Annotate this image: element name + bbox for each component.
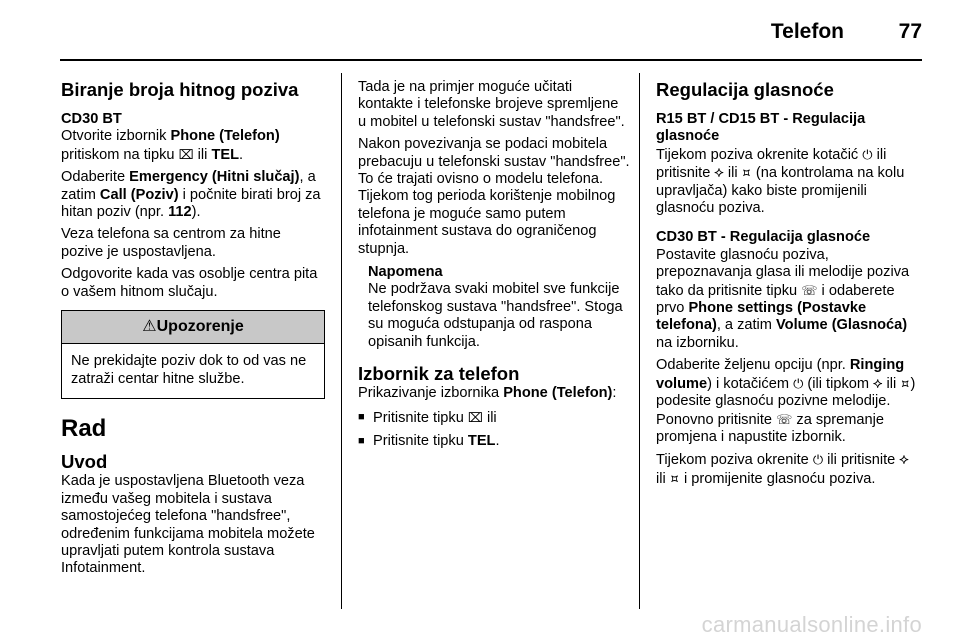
paragraph-transfer: Nakon povezivanja se podaci mobitela prebacuju u telefonski sustav "handsfree". To će trajati ovisno o modelu telefona. Tijekom tog perioda korištenje mobilnog telefona je moguće samo putem infotainment sustava do ograničenog stupnja.: [358, 136, 630, 257]
paragraph-connection: Veza telefona sa centrom za hitne pozive je uspostavljena.: [61, 226, 281, 260]
power-knob-icon: ⏻: [793, 375, 804, 391]
subheading-cd30bt-volume: CD30 BT - Regulacija glasnoće: [656, 229, 871, 246]
subheading-r15bt: R15 BT / CD15 BT - Regulacija glasnoće: [656, 111, 866, 145]
volume-down-icon: ⯏: [741, 165, 752, 181]
warning-box: [61, 310, 325, 399]
paragraph-contacts: Tada je na primjer moguće učitati kontakte i telefonske brojeve spremljene u mobitel u telefonski sustav "handsfree".: [358, 79, 625, 130]
paragraph-call-volume: Tijekom poziva okrenite ⏻ ili pritisnite ⯎ ili ⯏ i promijenite glasnoću poziva.: [656, 452, 909, 487]
volume-down-icon: ⯏: [669, 470, 680, 486]
note-block: [368, 264, 630, 351]
paragraph-uvod: Kada je uspostavljena Bluetooth veza između vašeg mobitela i sustava samostojećeg telefona "handsfree", određenim funkcijama mobitela možete upravljati putem kontrola sustava Infotainment.: [61, 473, 315, 577]
subheading-cd30bt: CD30 BT: [61, 111, 122, 127]
page-header: [60, 18, 922, 50]
page-number: 77: [898, 20, 922, 43]
phone-settings-icon: ☏: [776, 411, 793, 427]
volume-down-icon: ⯏: [900, 375, 911, 391]
paragraph-open-menu: Otvorite izbornik Phone (Telefon) pritiskom na tipku ⌧ ili TEL.: [61, 128, 280, 163]
warning-body: Ne prekidajte poziv dok to od vas ne zatraži centar hitne službe.: [71, 353, 307, 387]
header-divider: [60, 59, 922, 61]
volume-up-icon: ⯎: [714, 165, 724, 181]
paragraph-select-emergency: Odaberite Emergency (Hitni slučaj), a zatim Call (Poziv) i počnite birati broj za hitan poziv (npr. 112).: [61, 169, 321, 221]
list-item: ■ Pritisnite tipku ⌧ ili: [358, 409, 497, 426]
column-divider-2: [639, 73, 640, 609]
paragraph-r15-volume: Tijekom poziva okrenite kotačić ⏻ ili pritisnite ⯎ ili ⯏ (na kontrolama na kolu upravljača) kako biste promijenili glasnoću poziva.: [656, 146, 905, 217]
column-1: [61, 79, 325, 583]
bullet-icon: ■: [358, 434, 365, 447]
watermark: carmanualsonline.info: [701, 612, 922, 637]
note-title: Napomena: [368, 264, 443, 281]
bullet-icon: ■: [358, 410, 365, 423]
warning-header: [62, 311, 324, 344]
paragraph-menu-display: Prikazivanje izbornika Phone (Telefon):: [358, 385, 617, 402]
paragraph-cd30-volume: Postavite glasnoću poziva, prepoznavanja glasa ili melodije poziva tako da pritisnite tipku ☏ i odaberete prvo Phone settings (Postavke telefona), a zatim Volume (Glasnoća) na izborniku.: [656, 246, 910, 351]
column-divider-1: [341, 73, 342, 609]
subheading-uvod: Uvod: [61, 451, 108, 473]
column-3: [656, 79, 922, 493]
section-heading-rad: Rad: [61, 415, 107, 443]
section-heading-phone-menu: Izbornik za telefon: [358, 363, 520, 385]
power-knob-icon: ⏻: [862, 146, 873, 162]
volume-up-icon: ⯎: [899, 452, 909, 468]
page-title: Telefon: [770, 20, 844, 43]
power-knob-icon: ⏻: [812, 452, 824, 468]
volume-up-icon: ⯎: [873, 375, 883, 391]
column-2: [358, 79, 630, 450]
section-heading-volume: Regulacija glasnoće: [656, 79, 834, 100]
warning-icon: ⚠: [142, 318, 157, 336]
section-heading-emergency: Biranje broja hitnog poziva: [61, 79, 299, 100]
phone-key-icon: ⌧: [467, 409, 483, 425]
paragraph-answer: Odgovorite kada vas osoblje centra pita o vašem hitnom slučaju.: [61, 266, 318, 300]
warning-title: Upozorenje: [156, 318, 244, 336]
phone-key-icon: ⌧: [178, 146, 194, 162]
phone-settings-icon: ☏: [801, 282, 818, 298]
list-item: ■ Pritisnite tipku TEL.: [358, 432, 500, 449]
note-body: Ne podržava svaki mobitel sve funkcije telefonskog sustava "handsfree". Stoga su moguća odstupanja od raspona opisanih funkcija.: [368, 281, 623, 350]
paragraph-ringing-volume: Odaberite željenu opciju (npr. Ringing volume) i kotačićem ⏻ (ili tipkom ⯎ ili ⯏) podesite glasnoću pozivne melodije. Ponovno pritisnite ☏ za spremanje promjena i napustite izbornik.: [656, 357, 916, 445]
